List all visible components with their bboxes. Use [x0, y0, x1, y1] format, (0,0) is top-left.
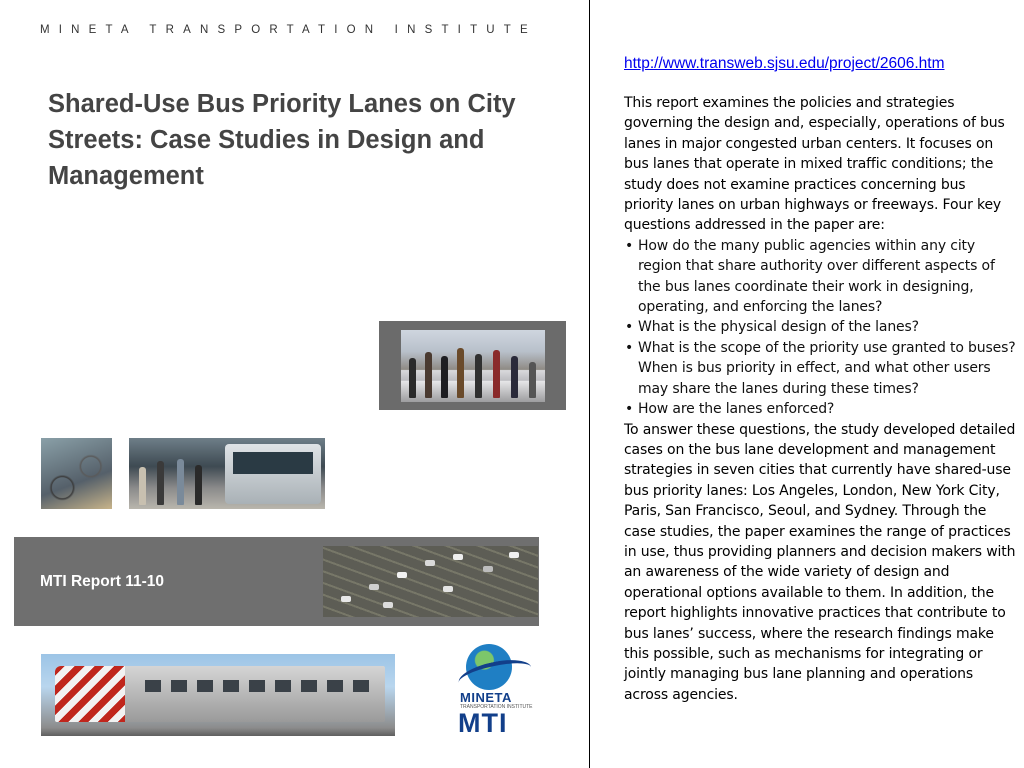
mti-logo [456, 644, 540, 738]
logo-wordmark: MINETA [460, 690, 512, 705]
institute-name: MINETA TRANSPORTATION INSTITUTE [40, 24, 537, 36]
list-item: • What is the scope of the priority use granted to buses? When is bus priority in effect, and what other users may share the lanes during these times? [624, 338, 1016, 399]
bus-stop-photo [129, 438, 325, 509]
list-item: • What is the physical design of the lanes? [624, 317, 1016, 337]
train-nose-stripes [55, 666, 125, 722]
questions-list [624, 236, 1016, 420]
logo-mti: MTI [458, 708, 508, 738]
caltrain-photo [41, 654, 395, 736]
list-item: • How do the many public agencies within any city region that share authority over different aspects of the bus lanes coordinate their work in designing, operating, and enforcing the lanes? [624, 236, 1016, 318]
project-link[interactable]: http://www.transweb.sjsu.edu/project/2606.htm [624, 55, 945, 72]
page-divider [589, 0, 590, 768]
highway-traffic-photo [323, 546, 538, 617]
list-item: • How are the lanes enforced? [624, 399, 1016, 419]
conclusion-paragraph: To answer these questions, the study developed detailed cases on the bus lane development and management strategies in seven cities that currently have shared-use bus priority lanes: Los Angeles, London, New York City, Paris, San Francisco, Seoul, and Sydney. Through the case studies, the paper examines the range of practices in use, thus providing planners and decision makers with an awareness of the wide variety of design and operational options available to them. In addition, the report highlights innovative practices that contribute to bus lanes’ success, where the research findings make this possible, such as mechanisms for integrating or jointly managing bus lane planning and operations across agencies. [624, 421, 1016, 703]
intro-paragraph: This report examines the policies and strategies governing the design and, especially, operations of bus lanes in major congested urban centers. It focuses on bus lanes that operate in mixed traffic conditions; the study does not examine practices concerning bus priority lanes on urban highways or freeways. Four key questions addressed in the paper are: [624, 95, 1005, 234]
report-title: Shared-Use Bus Priority Lanes on City Streets: Case Studies in Design and Management [48, 90, 516, 190]
description-panel [624, 55, 1016, 705]
report-number: MTI Report 11-10 [40, 573, 165, 590]
bus-image [225, 444, 321, 504]
logo-subtitle: TRANSPORTATION INSTITUTE [460, 704, 533, 710]
bicycles-photo [41, 438, 112, 509]
pedestrians-photo [401, 330, 545, 402]
